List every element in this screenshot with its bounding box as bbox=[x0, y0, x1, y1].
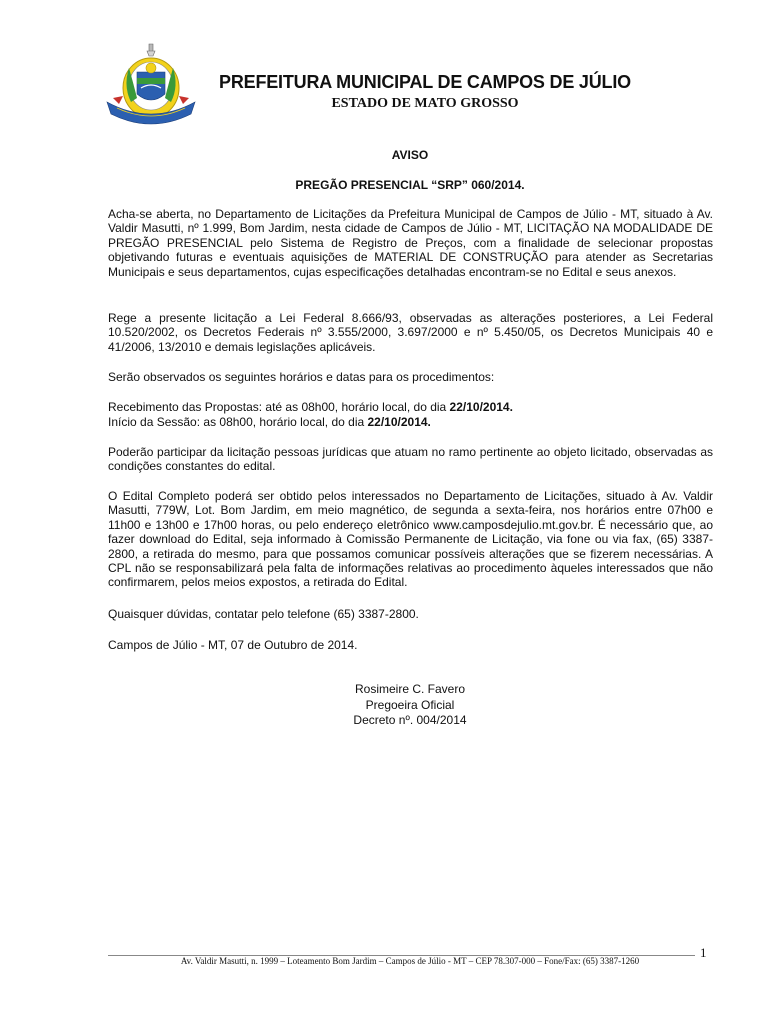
notice-reference: PREGÃO PRESENCIAL “SRP” 060/2014. bbox=[295, 178, 525, 192]
signatory-name: Rosimeire C. Favero bbox=[354, 682, 466, 696]
page-number: 1 bbox=[700, 945, 707, 960]
notice-heading: AVISO bbox=[391, 148, 429, 162]
state-subtitle: ESTADO DE MATO GROSSO bbox=[331, 96, 519, 111]
eligibility-paragraph: Poderão participar da licitação pessoas jurídicas que atuam no ramo pertinente ao objeto licitado, observadas as condições constantes do edital. bbox=[108, 445, 713, 474]
signatory-role: Pregoeira Oficial bbox=[365, 697, 455, 712]
municipality-title: PREFEITURA MUNICIPAL DE CAMPOS DE JÚLIO bbox=[219, 72, 631, 92]
session-label: Início da Sessão: as 08h00, horário local, do dia bbox=[108, 414, 368, 429]
schedule-intro: Serão observados os seguintes horários e datas para os procedimentos: bbox=[108, 370, 495, 384]
edital-availability-paragraph: O Edital Completo poderá ser obtido pelos interessados no Departamento de Licitações, situado à Av. Valdir Masutti, 779W, Lot. Bom Jardim, em meio magnético, de segunda a sexta-feira, nos horários entre 07h00 e 11h00 e 13h00 e 17h00 horas, ou pelo endereço eletrônico www.camposdejulio.mt.gov.br. É necessário que, ao fazer download do Edital, seja informado à Comissão Permanente de Licitação, via fone ou via fax, (65) 3387-2800, a retirada do mesmo, para que possamos comunicar possíveis alterações que se fizerem necessárias. A CPL não se responsabilizará pela falta de informações relativas ao procedimento àqueles interessados que não confirmarem, pelos meios expostos, a retirada do Edital. bbox=[108, 489, 713, 590]
session-start-line bbox=[108, 415, 713, 429]
receipt-date: 22/10/2014. bbox=[449, 400, 513, 414]
opening-paragraph: Acha-se aberta, no Departamento de Licitações da Prefeitura Municipal de Campos de Júlio - MT, situado à Av. Valdir Masutti, nº 1.999, Bom Jardim, nesta cidade de Campos de Júlio - MT, LICITAÇÃO NA MODALIDADE DE PREGÃO PRESENCIAL pelo Sistema de Registro de Preços, com a finalidade de selecionar propostas objetivando futuras e eventuais aquisições de MATERIAL DE CONSTRUÇÃO para atender as Secretarias Municipais e seus departamentos, cujas especificações detalhadas encontram-se no Edital e seus anexos. bbox=[108, 207, 713, 279]
contact-paragraph: Quaisquer dúvidas, contatar pelo telefone (65) 3387-2800. bbox=[108, 607, 419, 621]
session-date: 22/10/2014. bbox=[367, 414, 431, 429]
signatory-decree: Decreto nº. 004/2014 bbox=[353, 713, 467, 727]
place-and-date: Campos de Júlio - MT, 07 de Outubro de 2014. bbox=[108, 638, 358, 652]
legal-basis-paragraph: Rege a presente licitação a Lei Federal 8.666/93, observadas as alterações posteriores, a Lei Federal 10.520/2002, os Decretos Federais nº 3.555/2000, 3.697/2000 e nº 5.450/05, os Decretos Municipais 40 e 41/2006, 13/2010 e demais legislações aplicáveis. bbox=[108, 311, 713, 354]
proposal-receipt-line bbox=[108, 400, 713, 414]
footer-address: Av. Valdir Masutti, n. 1999 – Loteamento Bom Jardim – Campos de Júlio - MT – CEP 78.307-000 – Fone/Fax: (65) 3387-1260 bbox=[180, 956, 640, 966]
receipt-label: Recebimento das Propostas: até as 08h00, horário local, do dia bbox=[108, 400, 450, 414]
